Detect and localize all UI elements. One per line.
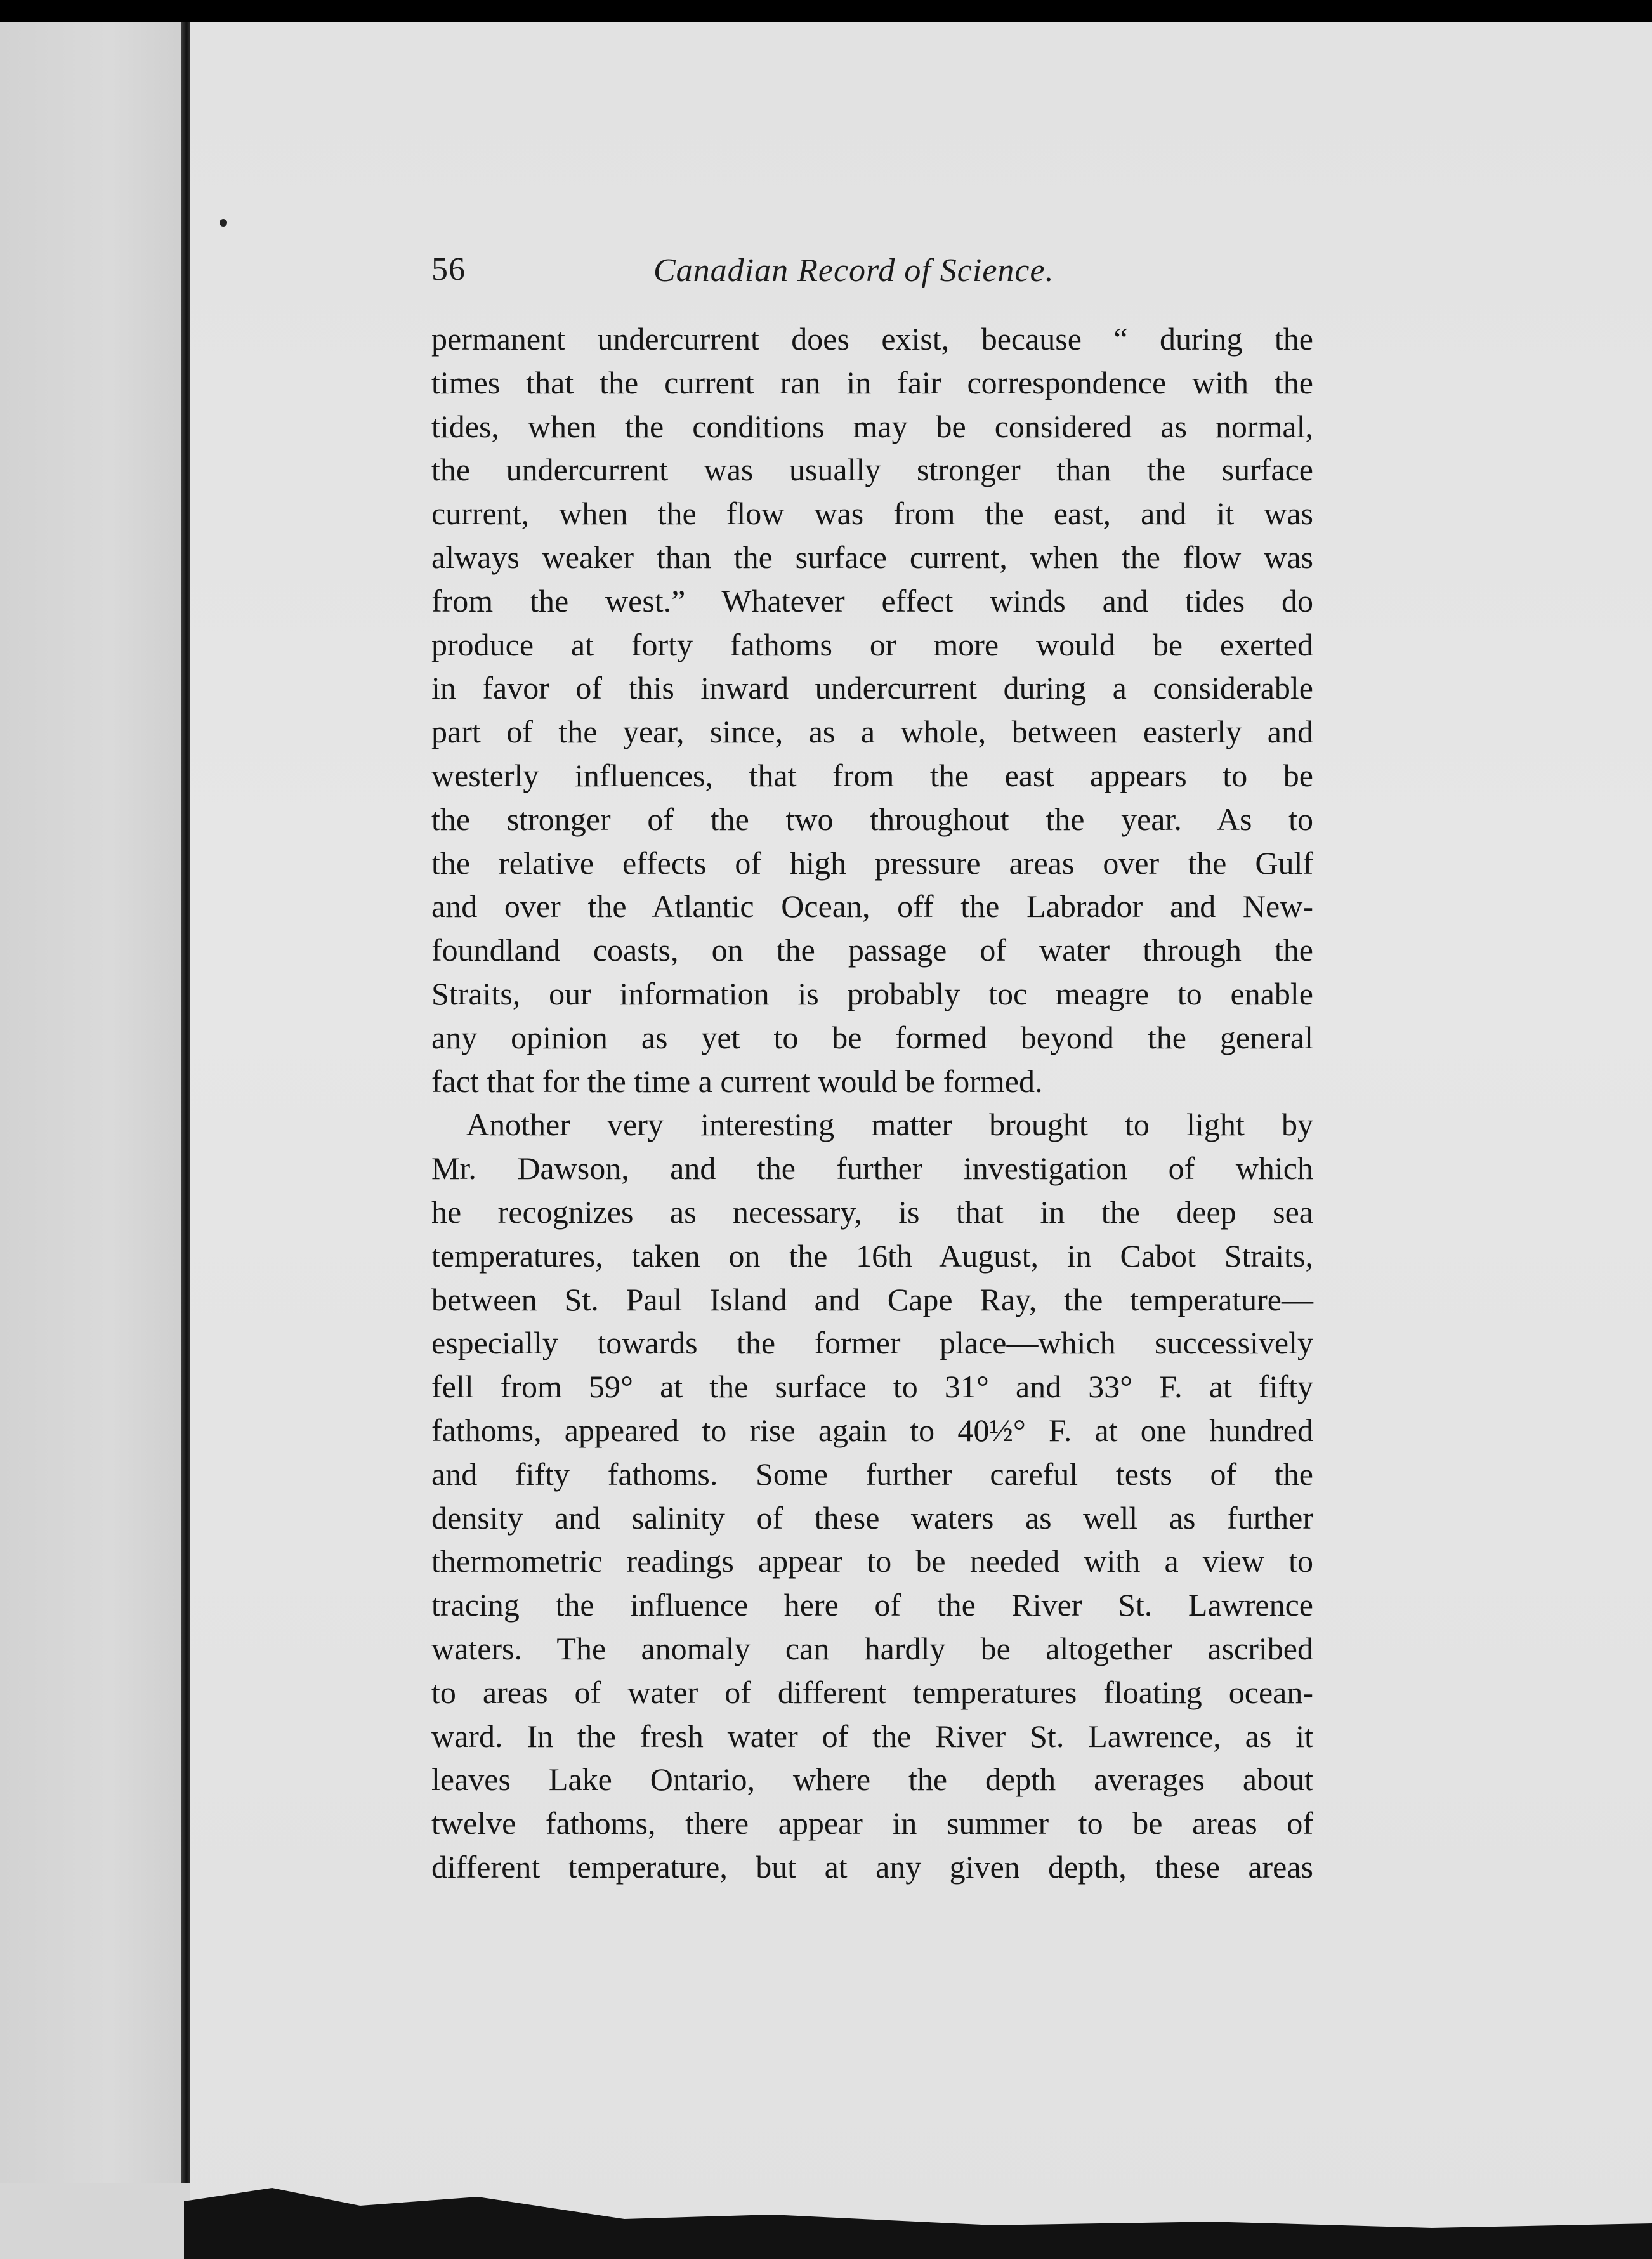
text-line: fact that for the time a current would be formed.	[431, 1063, 1043, 1099]
text-line: current, when the flow was from the east, and it was	[431, 496, 1313, 532]
text-line: thermometric readings appear to be needed with a view to	[431, 1543, 1313, 1579]
text-line: the undercurrent was usually stronger than the surface	[431, 452, 1313, 488]
text-line: waters. The anomaly can hardly be altogether ascribed	[431, 1630, 1313, 1666]
text-line: tides, when the conditions may be considered as normal,	[431, 408, 1313, 444]
text-line: Straits, our information is probably toc meagre to enable	[431, 975, 1313, 1011]
text-line: twelve fathoms, there appear in summer to be areas of	[431, 1805, 1313, 1841]
text-line: fathoms, appeared to rise again to 40½° F. at one hundred	[431, 1412, 1313, 1448]
text-line: and over the Atlantic Ocean, off the Labrador and New-	[431, 888, 1313, 925]
text-line: tracing the influence here of the River St. Lawrence	[431, 1587, 1313, 1623]
text-line: leaves Lake Ontario, where the depth averages about	[431, 1762, 1313, 1798]
previous-page-bottom	[0, 2183, 190, 2259]
scan-border-top	[0, 0, 1652, 22]
text-line: fell from 59° at the surface to 31° and 33° F. at fifty	[431, 1369, 1313, 1405]
text-line: always weaker than the surface current, when the flow was	[431, 539, 1313, 575]
text-line: different temperature, but at any given depth, these areas	[431, 1848, 1313, 1885]
text-line: the relative effects of high pressure areas over the Gulf	[431, 845, 1313, 881]
ink-speck	[220, 219, 227, 227]
text-line: produce at forty fathoms or more would be exerted	[431, 626, 1313, 662]
text-line: Mr. Dawson, and the further investigation of which	[431, 1150, 1313, 1187]
journal-title: Canadian Record of Science.	[653, 253, 1054, 289]
text-line: especially towards the former place—which successively	[431, 1325, 1313, 1361]
page-number: 56	[431, 251, 466, 287]
text-line: foundland coasts, on the passage of water through the	[431, 932, 1313, 968]
text-line: westerly influences, that from the east appears to be	[431, 757, 1313, 793]
body-text	[431, 317, 1313, 1889]
text-line: between St. Paul Island and Cape Ray, the temperature—	[431, 1281, 1313, 1317]
text-line: and fifty fathoms. Some further careful tests of the	[431, 1456, 1313, 1492]
text-line: part of the year, since, as a whole, between easterly and	[431, 714, 1313, 750]
text-line: from the west.” Whatever effect winds and tides do	[431, 583, 1313, 619]
text-line: density and salinity of these waters as well as further	[431, 1499, 1313, 1536]
running-head	[431, 251, 1320, 289]
text-line: he recognizes as necessary, is that in the deep sea	[431, 1194, 1313, 1230]
text-line: permanent undercurrent does exist, because “ during the	[431, 321, 1313, 357]
text-line: times that the current ran in fair correspondence with the	[431, 364, 1313, 400]
text-line: any opinion as yet to be formed beyond the general	[431, 1019, 1313, 1055]
text-line: temperatures, taken on the 16th August, in Cabot Straits,	[431, 1237, 1313, 1274]
text-line: in favor of this inward undercurrent during a considerable	[431, 670, 1313, 706]
text-line: Another very interesting matter brought to light by	[466, 1107, 1313, 1143]
text-line: ward. In the fresh water of the River St. Lawrence, as it	[431, 1718, 1313, 1754]
text-line: to areas of water of different temperatures floating ocean-	[431, 1674, 1313, 1710]
previous-page-edge	[0, 22, 184, 2259]
text-line: the stronger of the two throughout the year. As to	[431, 801, 1313, 837]
